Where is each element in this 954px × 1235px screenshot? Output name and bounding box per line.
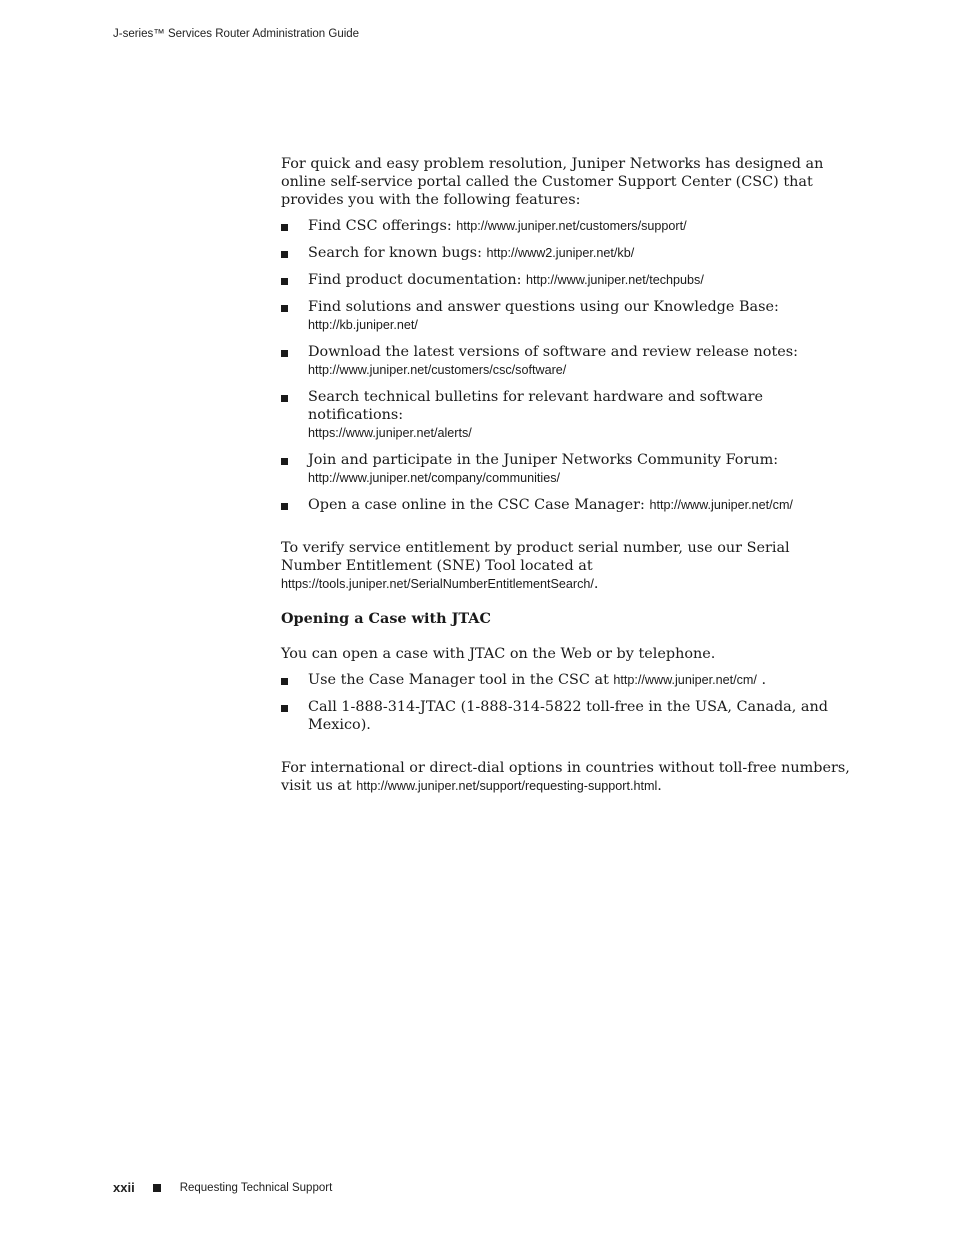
feature-link[interactable]: http://www.juniper.net/customers/csc/software/ <box>308 363 567 377</box>
feature-text: Join and participate in the Juniper Networks Community Forum: <box>308 452 779 468</box>
main-content <box>281 155 851 795</box>
sne-text: To verify service entitlement by product serial number, use our Serial Number Entitlement (SNE) Tool located at <box>281 540 790 574</box>
intl-paragraph <box>281 759 851 795</box>
feature-link[interactable]: http://www.juniper.net/cm/ <box>649 498 793 512</box>
feature-item <box>281 343 851 379</box>
intl-link[interactable]: http://www.juniper.net/support/requesting-support.html <box>356 779 658 793</box>
feature-text: Open a case online in the CSC Case Manager: <box>308 497 650 513</box>
footer-section-title: Requesting Technical Support <box>179 1181 333 1194</box>
jtac-item-suffix: . <box>756 672 767 688</box>
feature-text: Find product documentation: <box>308 272 527 288</box>
feature-text: Find CSC offerings: <box>308 218 457 234</box>
feature-link[interactable]: http://www.juniper.net/company/communities/ <box>308 471 560 485</box>
feature-text: Find solutions and answer questions using our Knowledge Base: <box>308 299 779 315</box>
intro-paragraph: For quick and easy problem resolution, Juniper Networks has designed an online self-service portal called the Customer Support Center (CSC) that provides you with the following features: <box>281 156 824 208</box>
feature-list <box>281 217 851 514</box>
feature-text: Search for known bugs: <box>308 245 487 261</box>
intl-text: For international or direct-dial options in countries without toll-free numbers, visit us at <box>281 760 850 794</box>
jtac-item-text: Use the Case Manager tool in the CSC at <box>308 672 614 688</box>
sne-link[interactable]: https://tools.juniper.net/SerialNumberEntitlementSearch/ <box>281 577 594 591</box>
jtac-heading: Opening a Case with JTAC <box>281 610 491 627</box>
jtac-item-text: Call 1-888-314-JTAC (1-888-314-5822 toll-free in the USA, Canada, and Mexico). <box>308 699 828 733</box>
feature-link[interactable]: http://www.juniper.net/customers/support/ <box>456 219 687 233</box>
feature-text: Download the latest versions of software and review release notes: <box>308 344 798 360</box>
feature-link[interactable]: https://www.juniper.net/alerts/ <box>308 426 472 440</box>
feature-item <box>281 496 851 514</box>
intl-suffix: . <box>657 778 662 794</box>
running-header: J-series™ Services Router Administration Guide <box>113 28 360 40</box>
jtac-list <box>281 671 851 734</box>
page-number: xxii <box>113 1180 135 1195</box>
feature-item <box>281 217 851 235</box>
page-footer <box>113 1180 332 1195</box>
feature-text: Search technical bulletins for relevant hardware and software notifications: <box>308 389 764 423</box>
feature-link[interactable]: http://www.juniper.net/techpubs/ <box>526 273 704 287</box>
jtac-intro: You can open a case with JTAC on the Web or by telephone. <box>281 646 716 662</box>
feature-item <box>281 244 851 262</box>
feature-item <box>281 388 851 442</box>
sne-paragraph <box>281 539 851 593</box>
feature-item <box>281 298 851 334</box>
case-manager-link[interactable]: http://www.juniper.net/cm/ <box>613 673 757 687</box>
jtac-item <box>281 698 851 734</box>
jtac-item <box>281 671 851 689</box>
feature-item <box>281 271 851 289</box>
sne-suffix: . <box>593 576 599 592</box>
footer-separator-icon <box>153 1184 161 1192</box>
feature-item <box>281 451 851 487</box>
feature-link[interactable]: http://www2.juniper.net/kb/ <box>486 246 635 260</box>
feature-link[interactable]: http://kb.juniper.net/ <box>308 318 418 332</box>
